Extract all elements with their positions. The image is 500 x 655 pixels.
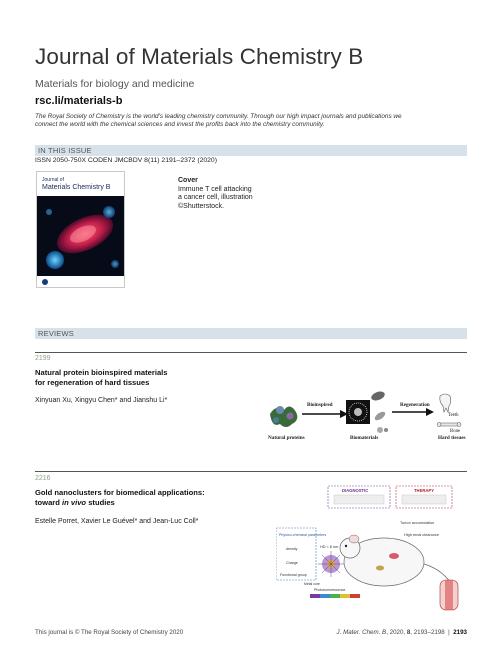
- cover-caption-line-2: a cancer cell, illustration: [178, 194, 253, 202]
- label-therapy: THERAPY: [414, 488, 435, 493]
- rsc-blurb: [35, 113, 467, 129]
- bone-icon: [437, 423, 461, 427]
- issn-line: ISSN 2050-750X CODEN JMCBDV 8(11) 2191–2372 (2020): [35, 157, 217, 164]
- label-charge: Charge: [286, 561, 298, 565]
- title-end-part: studies: [86, 497, 115, 507]
- footer-year: , 2020,: [386, 629, 407, 636]
- article-title-line-2: for regeneration of hard tissues: [35, 377, 150, 387]
- article-title-line-2: [35, 498, 205, 508]
- label-diagnostic: DIAGNOSTIC: [342, 488, 369, 493]
- label-physico-params: Physico-chemical parameters: [279, 533, 327, 537]
- cover-image[interactable]: [36, 171, 125, 288]
- label-teeth: Teeth: [448, 413, 459, 418]
- in-this-issue-band: IN THIS ISSUE: [35, 145, 467, 156]
- article-title-line-1: Natural protein bioinspired materials: [35, 368, 168, 377]
- label-hard-tissues: Hard tissues: [438, 435, 466, 441]
- article-title-line-1: Gold nanoclusters for biomedical applications:: [35, 488, 205, 497]
- label-regeneration: Regeneration: [400, 402, 430, 408]
- label-bone: Bone: [450, 429, 461, 434]
- cover-caption-title: Cover: [178, 177, 198, 184]
- journal-title: Journal of Materials Chemistry B: [35, 44, 364, 69]
- footer-copyright: This journal is © The Royal Society of Chemistry 2020: [35, 629, 184, 636]
- cover-caption-line-3: ©Shutterstock.: [178, 202, 225, 210]
- footer-pages: , 2193–2198: [410, 629, 445, 636]
- cover-illustration: [37, 172, 125, 288]
- cover-caption-line-1: Immune T cell attacking: [178, 185, 252, 193]
- article-title[interactable]: [35, 488, 205, 507]
- nanocluster-icon: [318, 551, 344, 577]
- article-authors: Xinyuan Xu, Xingyu Chen* and Jianshu Li*: [35, 397, 168, 404]
- blurb-line-1: The Royal Society of Chemistry is the world's leading chemistry community. Through our high impact journals and publications we: [35, 113, 402, 120]
- cover-caption: [178, 177, 253, 211]
- label-natural-proteins: Natural proteins: [268, 435, 305, 441]
- cover-mini-title-2: Materials Chemistry B: [42, 184, 111, 191]
- journal-subtitle: Materials for biology and medicine: [35, 78, 195, 90]
- article-pages[interactable]: 2199: [35, 355, 51, 362]
- biomaterials-icon: [346, 390, 388, 433]
- label-bioinspired: Bioinspired: [307, 402, 333, 408]
- blood-vessel-icon: [440, 580, 458, 610]
- article-pages[interactable]: 2216: [35, 475, 51, 482]
- label-density: density: [286, 547, 298, 551]
- article-divider: [35, 352, 467, 353]
- tooth-icon: [440, 394, 451, 412]
- reviews-band: REVIEWS: [35, 328, 467, 339]
- natural-proteins-icon: [270, 406, 297, 427]
- label-metal-core: Metal core: [304, 582, 320, 586]
- label-functional-group: Functional group: [280, 573, 307, 577]
- blurb-line-2: connect the world with the chemical sciences and invest the profits back into the chemistry community.: [35, 121, 325, 129]
- label-biomaterials: Biomaterials: [350, 435, 379, 441]
- mouse-illustration: [340, 535, 454, 588]
- graphical-abstract-proteins: [262, 386, 472, 444]
- graphical-abstract-nanoclusters: [276, 484, 468, 612]
- footer-page-number: 2193: [453, 629, 467, 636]
- journal-url[interactable]: rsc.li/materials-b: [35, 95, 123, 107]
- label-tumor-accumulation: Tumor accumulation: [400, 521, 435, 525]
- article-divider: [35, 471, 467, 472]
- footer-volume: 8: [406, 629, 411, 636]
- footer-journal: J. Mater. Chem. B: [336, 629, 387, 636]
- label-renal-clearance: High renal clearance: [404, 533, 439, 537]
- article-authors: Estelle Porret, Xavier Le Guével* and Jean-Luc Coll*: [35, 518, 199, 525]
- footer-separator: |: [448, 629, 450, 636]
- label-size: HD < 8 nm: [320, 545, 339, 549]
- label-photoluminescence: Photoluminescence: [314, 588, 346, 592]
- title-italic-part: in vivo: [62, 497, 87, 507]
- cover-mini-title-1: Journal of: [42, 177, 64, 183]
- title-plain-part: toward: [35, 497, 63, 507]
- article-title[interactable]: [35, 368, 168, 387]
- footer-citation: [337, 629, 467, 636]
